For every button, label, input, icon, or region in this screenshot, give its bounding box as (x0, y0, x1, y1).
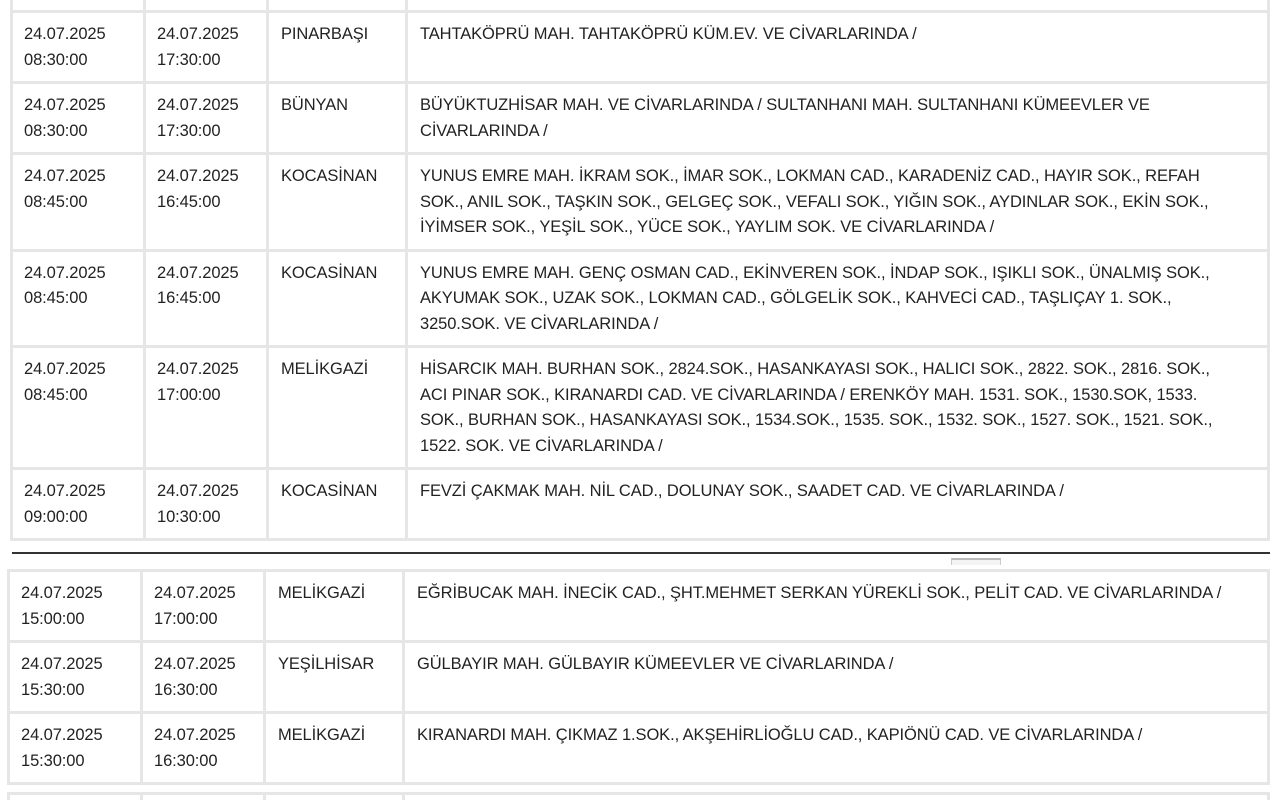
end-datetime-cell (143, 714, 263, 782)
streets-line: EĞRİBUCAK MAH. İNECİK CAD., ŞHT.MEHMET SERKAN YÜREKLİ SOK., PELİT CAD. VE CİVARLARINDA / (417, 584, 1222, 602)
end-line: 24.07.2025 (157, 482, 239, 500)
end-datetime-cell (146, 348, 266, 467)
end-line: 16:45:00 (157, 192, 221, 211)
streets-line: TAHTAKÖPRÜ MAH. TAHTAKÖPRÜ KÜM.EV. VE CİVARLARINDA / (420, 25, 917, 43)
streets-line: SOK., BURHAN SOK., HASANKAYASI SOK., 1534.SOK., 1535. SOK., 1532. SOK., 1527. SOK., 1521. SOK., (420, 411, 1213, 429)
start-line: 08:30:00 (24, 50, 88, 69)
end-line: 16:45:00 (157, 289, 221, 307)
district-cell (269, 84, 405, 152)
end-line: 17:00:00 (157, 385, 221, 404)
end-line: 24.07.2025 (157, 96, 239, 114)
district-text: YEŞİLHİSAR (278, 655, 375, 673)
district-text: BÜNYAN (281, 96, 348, 114)
outage-table-bottom (7, 569, 1270, 785)
streets-cell (405, 572, 1267, 640)
end-line: 16:30:00 (154, 680, 218, 699)
end-line: 24.07.2025 (157, 360, 239, 378)
end-datetime-cell (143, 572, 263, 640)
district-cell (266, 572, 402, 640)
district-cell (269, 348, 405, 467)
end-line: 24.07.2025 (154, 655, 236, 673)
end-line: 24.07.2025 (154, 726, 236, 744)
table-row (13, 13, 1267, 81)
table-bottom-edge (7, 792, 1270, 800)
start-line: 24.07.2025 (24, 482, 106, 500)
start-datetime-cell (13, 84, 143, 152)
start-line: 09:00:00 (24, 507, 88, 526)
resize-handle-icon[interactable] (951, 558, 1001, 565)
district-text: PINARBAŞI (281, 25, 369, 43)
district-text: KOCASİNAN (281, 482, 378, 500)
start-line: 08:45:00 (24, 192, 88, 211)
table-row (13, 252, 1267, 346)
end-line: 17:30:00 (157, 121, 221, 140)
start-datetime-cell (13, 155, 143, 249)
district-cell (269, 252, 405, 346)
outage-table-top (10, 10, 1270, 541)
end-line: 16:30:00 (154, 751, 218, 770)
streets-line: YUNUS EMRE MAH. İKRAM SOK., İMAR SOK., LOKMAN CAD., KARADENİZ CAD., HAYIR SOK., REFAH (420, 167, 1200, 185)
streets-line: YUNUS EMRE MAH. GENÇ OSMAN CAD., EKİNVEREN SOK., İNDAP SOK., IŞIKLI SOK., ÜNALMIŞ SOK., (420, 263, 1210, 282)
district-cell (266, 714, 402, 782)
table-row (13, 155, 1267, 249)
end-datetime-cell (146, 252, 266, 346)
start-datetime-cell (10, 572, 140, 640)
streets-cell (405, 714, 1267, 782)
end-line: 24.07.2025 (154, 584, 236, 602)
streets-line: BÜYÜKTUZHİSAR MAH. VE CİVARLARINDA / SULTANHANI MAH. SULTANHANI KÜMEEVLER VE (420, 96, 1150, 114)
start-line: 24.07.2025 (24, 263, 106, 282)
divider-line (12, 552, 1270, 554)
start-line: 15:00:00 (21, 609, 85, 628)
streets-line: 1522. SOK. VE CİVARLARINDA / (420, 436, 663, 455)
district-text: MELİKGAZİ (278, 584, 366, 602)
table-row (10, 643, 1267, 711)
end-line: 17:00:00 (154, 609, 218, 628)
table-row (10, 714, 1267, 782)
streets-cell (408, 155, 1267, 249)
start-line: 24.07.2025 (21, 584, 103, 602)
start-line: 08:45:00 (24, 289, 88, 307)
district-text: MELİKGAZİ (278, 726, 366, 744)
streets-line: 3250.SOK. VE CİVARLARINDA / (420, 314, 659, 333)
table-row (13, 348, 1267, 467)
screenshot-divider (0, 552, 1280, 569)
end-datetime-cell (146, 470, 266, 538)
streets-cell (408, 13, 1267, 81)
streets-line: GÜLBAYIR MAH. GÜLBAYIR KÜMEEVLER VE CİVARLARINDA / (417, 655, 894, 673)
district-cell (269, 470, 405, 538)
start-datetime-cell (13, 13, 143, 81)
start-line: 24.07.2025 (24, 167, 106, 185)
district-cell (269, 13, 405, 81)
start-line: 24.07.2025 (24, 96, 106, 114)
end-datetime-cell (143, 643, 263, 711)
start-datetime-cell (13, 252, 143, 346)
start-line: 24.07.2025 (24, 360, 106, 378)
start-line: 24.07.2025 (24, 25, 106, 43)
streets-line: AKYUMAK SOK., UZAK SOK., LOKMAN CAD., GÖLGELİK SOK., KAHVECİ CAD., TAŞLIÇAY 1. SOK., (420, 289, 1172, 307)
district-text: MELİKGAZİ (281, 360, 369, 378)
end-datetime-cell (146, 84, 266, 152)
start-datetime-cell (10, 714, 140, 782)
start-line: 08:30:00 (24, 121, 88, 140)
streets-line: ACI PINAR SOK., KIRANARDI CAD. VE CİVARLARINDA / ERENKÖY MAH. 1531. SOK., 1530.SOK, 1533. (420, 385, 1198, 404)
streets-line: HİSARCIK MAH. BURHAN SOK., 2824.SOK., HASANKAYASI SOK., HALICI SOK., 2822. SOK., 2816. SOK., (420, 360, 1210, 378)
district-text: KOCASİNAN (281, 263, 378, 282)
streets-line: SOK., ANIL SOK., TAŞKIN SOK., GELGEÇ SOK., VEFALI SOK., YIĞIN SOK., AYDINLAR SOK., EKİN SOK., (420, 192, 1209, 211)
streets-cell (408, 252, 1267, 346)
district-cell (269, 155, 405, 249)
streets-cell (408, 470, 1267, 538)
end-line: 24.07.2025 (157, 263, 239, 282)
streets-cell (405, 643, 1267, 711)
streets-line: KIRANARDI MAH. ÇIKMAZ 1.SOK., AKŞEHİRLİOĞLU CAD., KAPIÖNÜ CAD. VE CİVARLARINDA / (417, 726, 1143, 744)
start-line: 24.07.2025 (21, 655, 103, 673)
end-datetime-cell (146, 13, 266, 81)
table-top-edge (10, 0, 1270, 10)
streets-line: İYİMSER SOK., YEŞİL SOK., YÜCE SOK., YAYLIM SOK. VE CİVARLARINDA / (420, 218, 995, 236)
start-datetime-cell (13, 470, 143, 538)
district-text: KOCASİNAN (281, 167, 378, 185)
end-datetime-cell (146, 155, 266, 249)
start-line: 15:30:00 (21, 751, 85, 770)
table-row (10, 572, 1267, 640)
table-row (13, 470, 1267, 538)
table-row (13, 84, 1267, 152)
start-line: 24.07.2025 (21, 726, 103, 744)
end-line: 24.07.2025 (157, 25, 239, 43)
end-line: 17:30:00 (157, 50, 221, 69)
district-cell (266, 643, 402, 711)
streets-line: CİVARLARINDA / (420, 121, 548, 140)
streets-line: FEVZİ ÇAKMAK MAH. NİL CAD., DOLUNAY SOK., SAADET CAD. VE CİVARLARINDA / (420, 482, 1064, 500)
streets-cell (408, 84, 1267, 152)
start-datetime-cell (13, 348, 143, 467)
start-line: 08:45:00 (24, 385, 88, 404)
end-line: 10:30:00 (157, 507, 221, 526)
end-line: 24.07.2025 (157, 167, 239, 185)
start-datetime-cell (10, 643, 140, 711)
streets-cell (408, 348, 1267, 467)
start-line: 15:30:00 (21, 680, 85, 699)
